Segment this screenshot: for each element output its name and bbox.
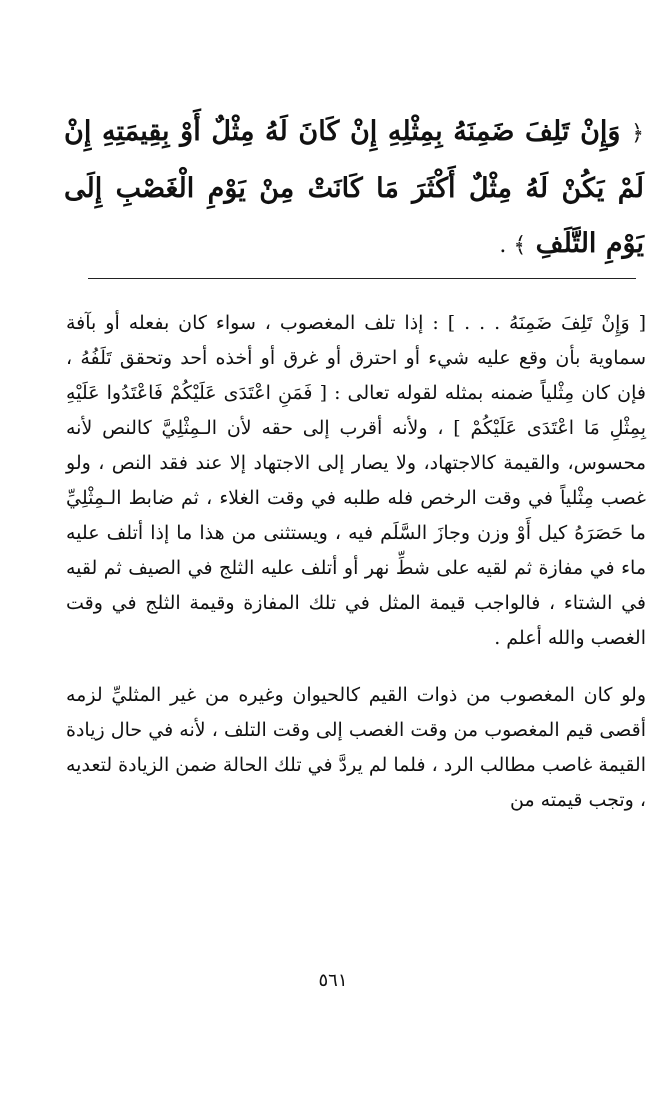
matn-body: وَإِنْ تَلِفَ ضَمِنَهُ بِمِثْلِهِ إِنْ كَانَ لَهُ مِثْلٌ أَوْ بِقِيمَتِهِ إِنْ لَمْ يَكُنْ لَهُ مِثْلٌ أَكْثَرَ مَا كَانَتْ مِنْ يَوْمِ الْغَصْبِ إِلَى يَوْمِ التَّلَفِ	[64, 116, 644, 259]
quran-open-ornament: ﴿	[631, 121, 644, 146]
commentary-paragraph-1	[66, 306, 646, 656]
quran-quote: [ فَمَنِ اعْتَدَى عَلَيْكُمْ فَاعْتَدُوا عَلَيْهِ بِمِثْلِ مَا اعْتَدَى عَلَيْكُمْ ]	[66, 382, 646, 439]
commentary-text-a: : إذا تلف المغصوب ، سواء كان بفعله أو بآفة سماوية بأن وقع عليه شيء أو احترق أو غرق أو أخذه أحد وتحقق تَلَفُهُ ، فإن كان مِثْلياً ضمنه بمثله لقوله تعالى :	[66, 312, 646, 404]
matn-quote: [ وَإِنْ تَلِفَ ضَمِنَهُ . . . ]	[447, 312, 646, 334]
matn-text	[64, 104, 644, 273]
section-divider	[88, 278, 636, 279]
commentary-paragraph-2: ولو كان المغصوب من ذوات القيم كالحيوان وغيره من غير المثليِّ لزمه أقصى قيم المغصوب من وقت الغصب إلى وقت التلف ، لأنه في حال زيادة القيمة غاصب مطالب الرد ، فلما لم يردَّ في تلك الحالة ضمن الزيادة لتعديه ، وتجب قيمته من	[66, 684, 646, 811]
commentary-text-b: ، ولأنه أقرب إلى حقه لأن الـمِثْلِيَّ كالنص لأنه محسوس، والقيمة كالاجتهاد، ولا يصار إلى الاجتهاد إلا عند فقد النص ، ولو غصب مِثْلياً في وقت الرخص فله طلبه في وقت الغلاء ، ثم ضابط الـمِثْلِيِّ ما حَصَرَهُ كيل أَوْ وزن وجازَ السَّلَم فيه ، ويستثنى من هذا ما إذا أتلف عليه ماء في مفازة ثم لقيه على شطِّ نهر أو أتلف عليه الثلج في الصيف ثم لقيه في الشتاء ، فالواجب قيمة المثل في تلك المفازة وقيمة الثلج في وقت الغصب والله أعلم .	[66, 417, 646, 649]
page-number: ٥٦١	[318, 970, 348, 991]
commentary	[66, 306, 646, 818]
quran-close-ornament: ﴾ .	[499, 233, 527, 258]
